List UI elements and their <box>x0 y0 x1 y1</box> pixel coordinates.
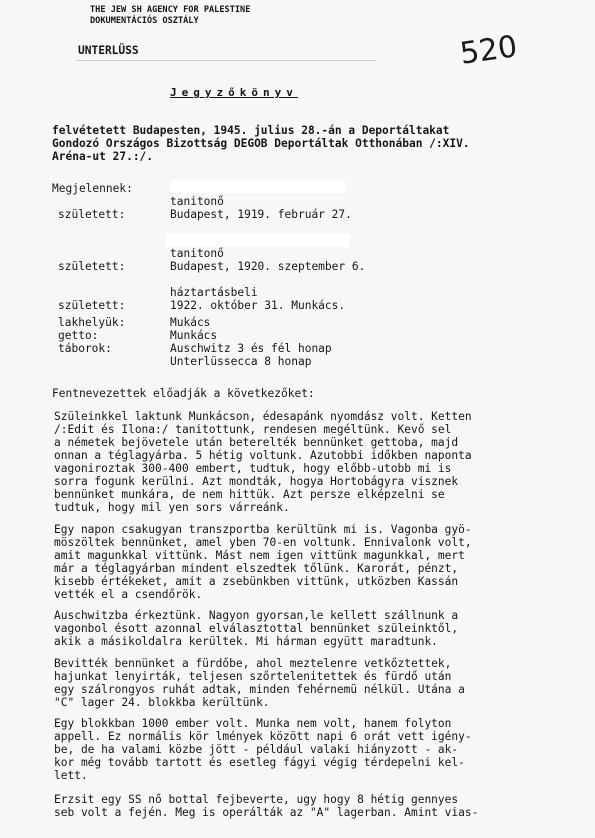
paragraph-3-line: vagonbol ésott azonnal elválasztottal bennünket szüleinktől, <box>54 622 459 635</box>
intro-line-1: felvétetett Budapesten, 1945. julius 28.-án a Deportáltakat <box>52 124 450 137</box>
camps-value-2: Unterlüssecca 8 honap <box>170 355 312 368</box>
paragraph-5-line: appell. Ez normális kör lmények között napi 6 orát vett igény- <box>54 730 472 743</box>
paragraph-6-line: Erzsit egy SS nő bottal fejbeverte, ugy hogy 8 hétig gennyes <box>54 793 459 806</box>
paragraph-4-line: "C" lager 24. blokkba kerültünk. <box>54 696 270 709</box>
paragraph-1-line: onnan a téglagyárba. 5 hétig voltunk. Azutobbi időkben naponta <box>54 449 472 462</box>
person-2-occupation: tanitonő <box>170 247 224 260</box>
paragraph-4-line: hajunkat lenyirták, teljesen szőrtelenitettek és fürdő után <box>54 670 452 683</box>
redaction-mark <box>170 180 345 193</box>
paragraph-2-line: Egy napon csakugyan transzportba kerültünk mi is. Vagonba gyö- <box>54 523 472 536</box>
paragraph-2-line: amit magunkkal vittünk. Mást nem igen vittünk magunkkal, mert <box>54 549 465 562</box>
paragraph-1-line: /:Edit és Ilona:/ tanitottunk, rendesen megéltünk. Kevő sel <box>54 423 452 436</box>
paragraph-2-line: möszöltek bennünket, amel yben 70-en voltunk. Ennivalonk volt, <box>54 536 472 549</box>
paragraph-1-line: a németek bejövetele után beterelték bennünket gettoba, majd <box>54 436 459 449</box>
paragraph-5-line: lett. <box>54 769 88 782</box>
person-1-occupation: tanitonő <box>170 195 224 208</box>
paragraph-6-line: seb volt a fején. Meg is operálták az "A" lagerban. Amint vias- <box>54 806 479 819</box>
paragraph-4-line: Bevitték bennünket a fürdőbe, ahol meztelenre vetkőztettek, <box>54 657 452 670</box>
intro-line-3: Aréna-ut 27.:/. <box>52 150 154 163</box>
paragraph-3-line: Auschwitzba érkeztünk. Nagyon gyorsan,le kellett szállnunk a <box>54 609 459 622</box>
ghetto-label: getto: <box>58 329 99 342</box>
paragraph-1-line: bennünket munkára, de nem hittük. Azt persze elképzelni se <box>54 488 445 501</box>
camps-value-1: Auschwitz 3 és fél honap <box>170 342 332 355</box>
person-1-born: Budapest, 1919. február 27. <box>170 208 352 221</box>
paragraph-4-line: egy szálrongyos ruhát adtak, minden fehérnemü nélkül. Utána a <box>54 683 465 696</box>
residence-label: lakhelyük: <box>58 316 126 329</box>
faint-rule <box>76 60 376 61</box>
statement-intro: Fentnevezettek előadják a következőket: <box>52 387 315 400</box>
paragraph-1-line: sorra fogunk kerülni. Azt mondták, hogya Hortobágyra visznek <box>54 475 459 488</box>
document-title: Jegyzőkönyv <box>170 86 298 99</box>
paragraph-1-line: vagoniroztak 300-400 embert, tudtuk, hogy előbb-utobb mi is <box>54 462 452 475</box>
person-3-born: 1922. október 31. Munkács. <box>170 299 346 312</box>
person-3-born-label: született: <box>58 299 126 312</box>
residence-value: Mukács <box>170 316 211 329</box>
paragraph-3-line: akik a másikoldalra kerültek. Mi hárman együtt maradtunk. <box>54 635 438 648</box>
person-2-born-label: született: <box>58 260 126 273</box>
paragraph-2-line: kisebb értékeket, amit a zsebünkben vittünk, utközben Kassán <box>54 575 459 588</box>
person-2-born: Budapest, 1920. szeptember 6. <box>170 260 366 273</box>
agency-stamp-line1: THE JEW SH AGENCY FOR PALESTINE <box>90 5 251 15</box>
redaction-mark <box>165 234 350 247</box>
handwritten-number: 520 <box>457 29 520 72</box>
person-3-occupation: háztartásbeli <box>170 286 258 299</box>
ghetto-value: Munkács <box>170 329 218 342</box>
paragraph-2-line: már a téglagyárban mindent elszedtek tőlünk. Karorát, pénzt, <box>54 562 459 575</box>
paragraph-1-line: tudtuk, hogy mil yen sors várreánk. <box>54 501 290 514</box>
agency-stamp-line2: DOKUMENTÁCIÓS OSZTÁLY <box>90 16 199 26</box>
person-1-born-label: született: <box>58 208 126 221</box>
paragraph-5-line: be, de ha valami közbe jött - például valaki hiányzott - ak- <box>54 743 459 756</box>
present-label: Megjelennek: <box>52 182 133 195</box>
paragraph-1-line: Szüleinkkel laktunk Munkácson, édesapánk nyomdász volt. Ketten <box>54 410 472 423</box>
paragraph-5-line: kor még tovább tartott és esetleg fágyi végig térdepelni kel- <box>54 756 465 769</box>
paragraph-5-line: Egy blokkban 1000 ember volt. Munka nem volt, hanem folyton <box>54 717 452 730</box>
camps-label: táborok: <box>58 342 112 355</box>
intro-line-2: Gondozó Országos Bizottság DEGOB Deportáltak Otthonában /:XIV. <box>52 137 470 150</box>
location-label: UNTERLÜSS <box>78 44 139 57</box>
paragraph-2-line: vették el a csendőrök. <box>54 588 203 601</box>
